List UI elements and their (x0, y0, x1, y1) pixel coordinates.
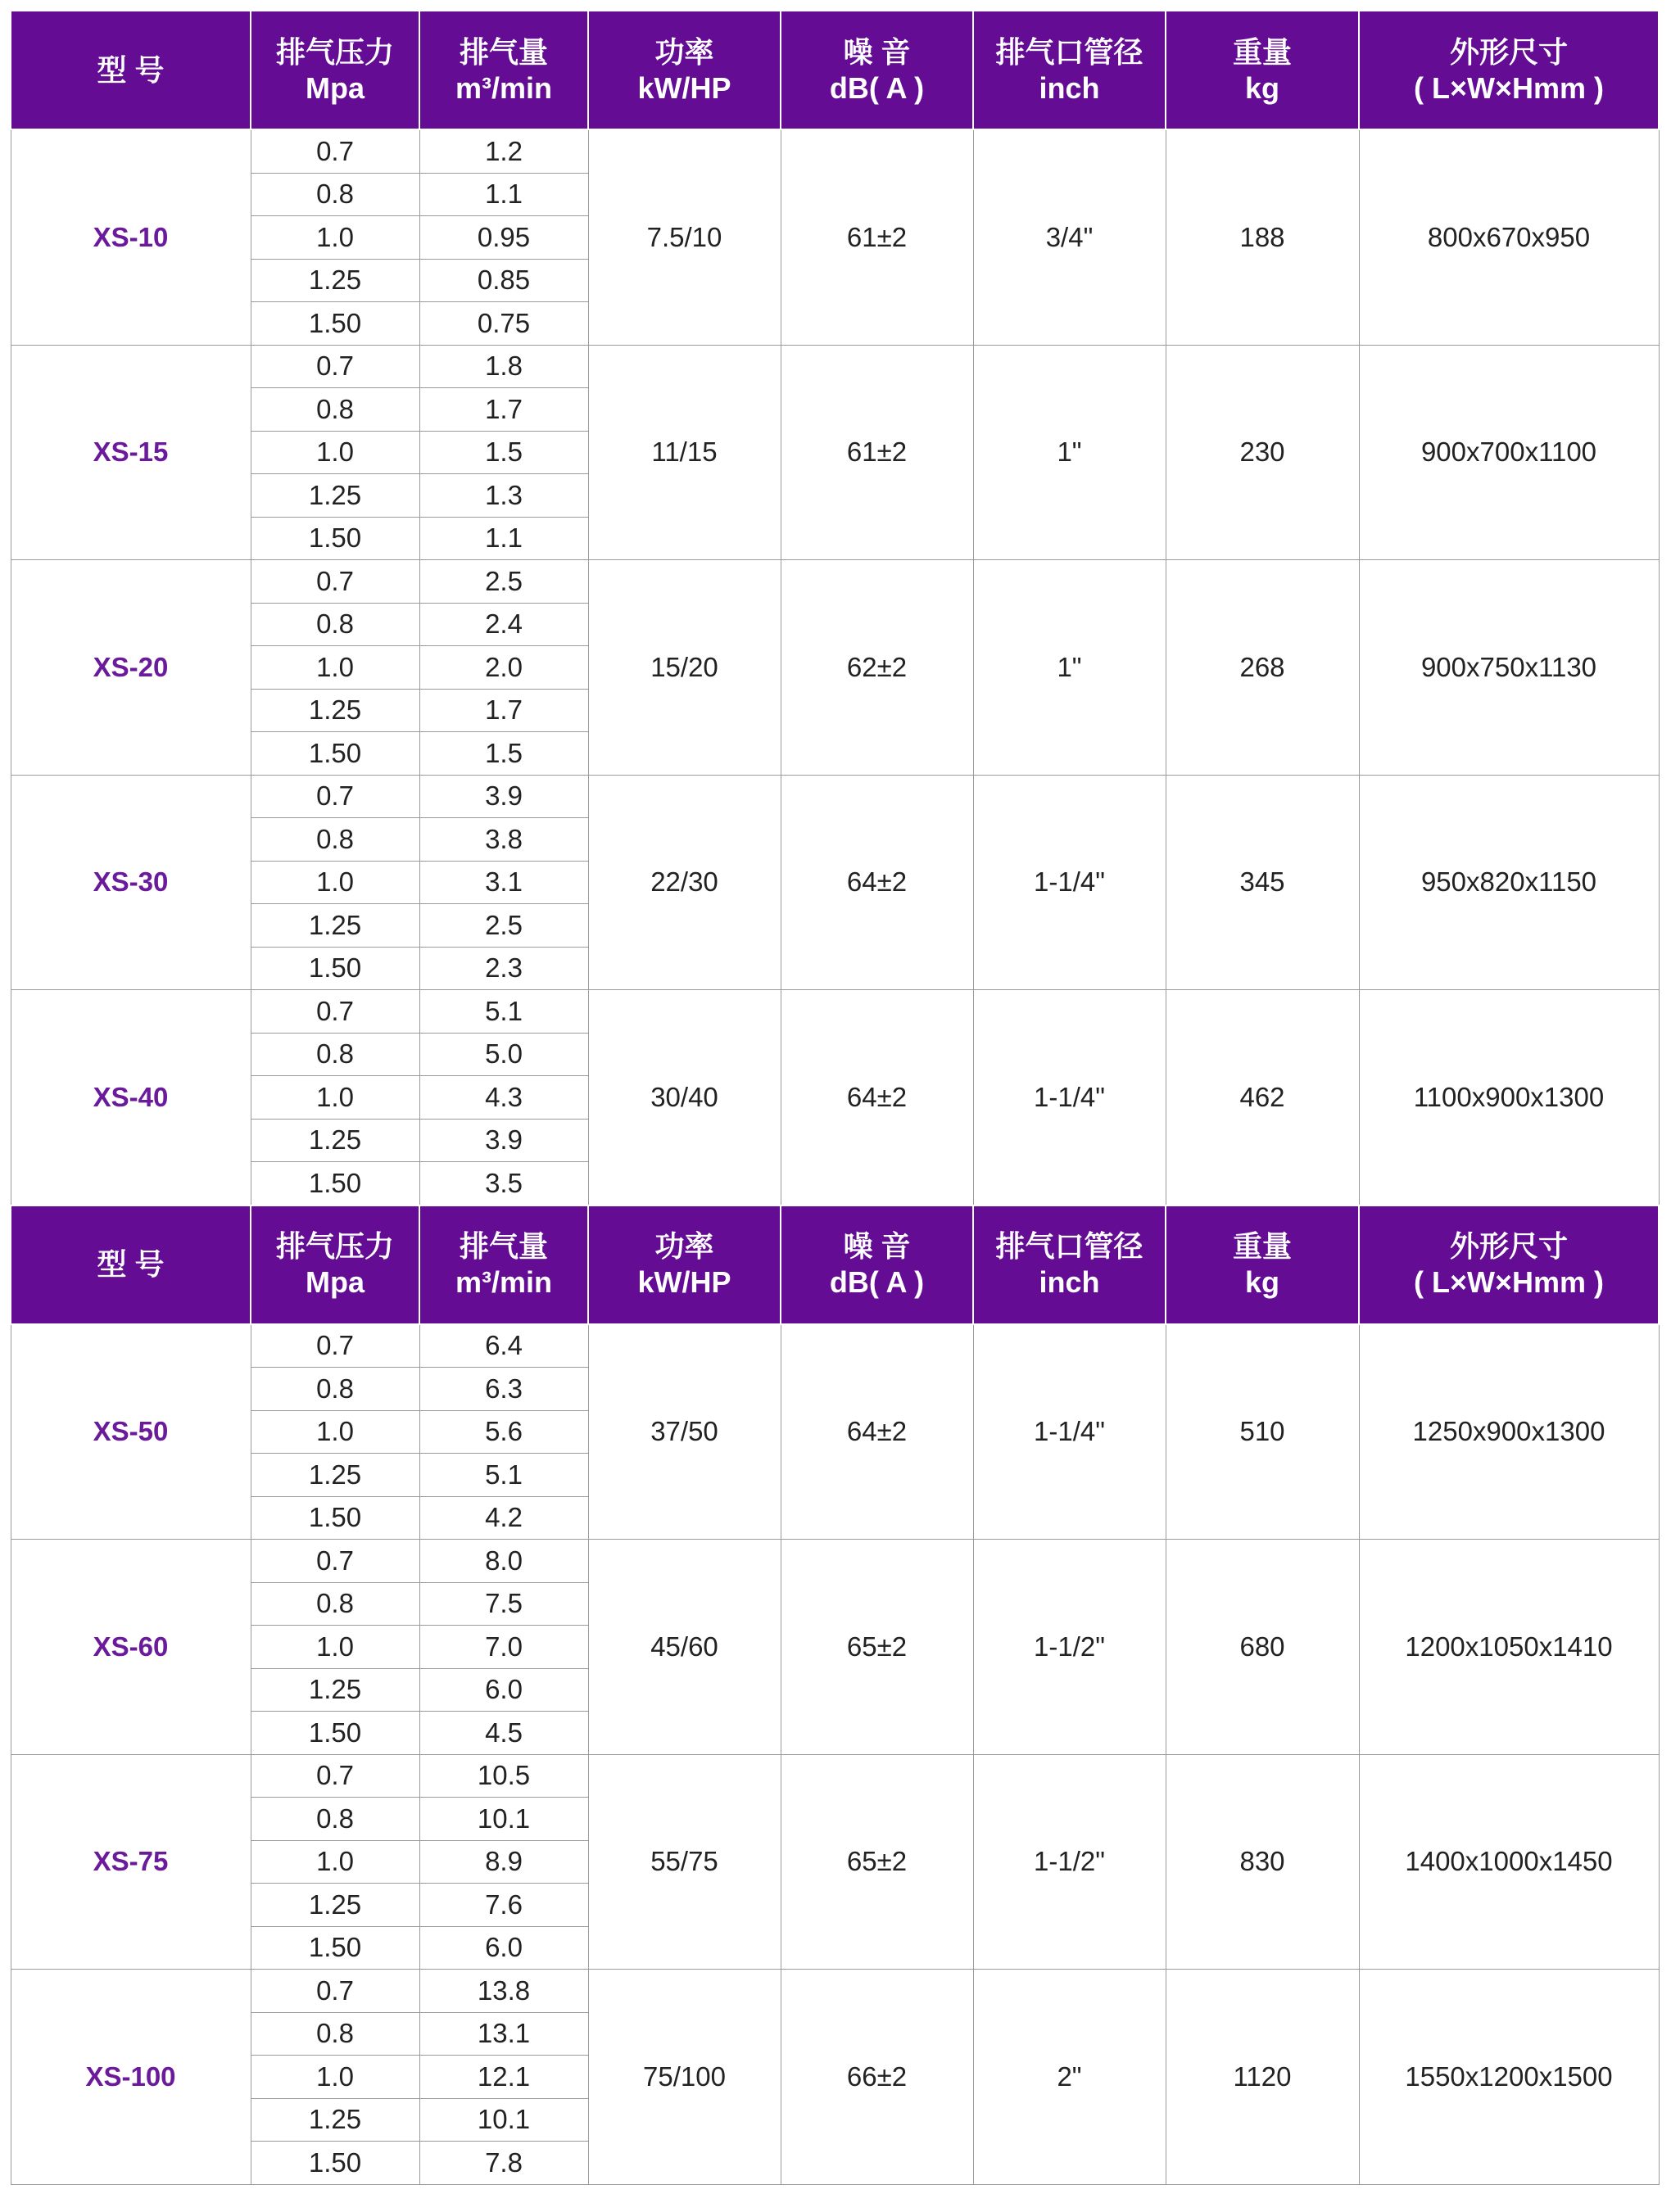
header-dims (1359, 11, 1659, 129)
outlet-cell: 1-1/4" (973, 990, 1166, 1206)
weight-cell: 1120 (1166, 1970, 1359, 2185)
power-cell: 45/60 (588, 1540, 781, 1755)
pressure-cell: 1.0 (251, 861, 419, 904)
header-flow (419, 1206, 588, 1324)
pressure-cell: 0.8 (251, 1798, 419, 1841)
model-name: XS-40 (11, 990, 251, 1206)
weight-cell: 188 (1166, 129, 1359, 345)
flow-cell: 2.3 (419, 947, 588, 990)
model-name: XS-60 (11, 1540, 251, 1755)
pressure-cell: 1.25 (251, 689, 419, 732)
flow-cell: 8.0 (419, 1540, 588, 1583)
table-row (11, 560, 1659, 604)
flow-cell: 13.1 (419, 2012, 588, 2056)
pressure-cell: 1.50 (251, 302, 419, 346)
dims-cell: 1100x900x1300 (1359, 990, 1659, 1206)
flow-cell: 1.5 (419, 431, 588, 474)
pressure-cell: 1.0 (251, 646, 419, 690)
flow-cell: 1.7 (419, 388, 588, 432)
header-power (588, 11, 781, 129)
outlet-cell: 1-1/2" (973, 1540, 1166, 1755)
header-line-2: kg (1244, 1265, 1279, 1299)
flow-cell: 7.0 (419, 1626, 588, 1669)
flow-cell: 2.0 (419, 646, 588, 690)
noise-cell: 61±2 (781, 129, 973, 345)
flow-cell: 1.1 (419, 173, 588, 216)
flow-cell: 4.5 (419, 1712, 588, 1755)
header-outlet (973, 11, 1166, 129)
header-line-2: m³/min (455, 70, 552, 105)
pressure-cell: 0.7 (251, 775, 419, 818)
pressure-cell: 0.8 (251, 1033, 419, 1076)
power-cell: 11/15 (588, 345, 781, 560)
header-line-2: Mpa (306, 70, 365, 105)
outlet-cell: 3/4" (973, 129, 1166, 345)
pressure-cell: 0.7 (251, 560, 419, 604)
weight-cell: 230 (1166, 345, 1359, 560)
model-name: XS-20 (11, 560, 251, 776)
flow-cell: 4.3 (419, 1076, 588, 1120)
power-cell: 15/20 (588, 560, 781, 776)
header-line-2: m³/min (455, 1265, 552, 1299)
pressure-cell: 1.25 (251, 1884, 419, 1927)
flow-cell: 6.4 (419, 1324, 588, 1368)
header-dims (1359, 1206, 1659, 1324)
header-line-1: 排气压力 (275, 34, 394, 69)
flow-cell: 4.2 (419, 1496, 588, 1540)
pressure-cell: 1.0 (251, 1076, 419, 1120)
flow-cell: 6.0 (419, 1668, 588, 1712)
pressure-cell: 1.0 (251, 2056, 419, 2099)
header-line-1: 外形尺寸 (1449, 34, 1568, 69)
header-row (11, 1206, 1659, 1324)
noise-cell: 66±2 (781, 1970, 973, 2185)
noise-cell: 64±2 (781, 775, 973, 990)
flow-cell: 10.5 (419, 1754, 588, 1798)
flow-cell: 7.6 (419, 1884, 588, 1927)
header-weight (1166, 1206, 1359, 1324)
table-row (11, 1324, 1659, 1368)
flow-cell: 6.0 (419, 1926, 588, 1970)
outlet-cell: 2" (973, 1970, 1166, 2185)
dims-cell: 1200x1050x1410 (1359, 1540, 1659, 1755)
pressure-cell: 1.50 (251, 947, 419, 990)
flow-cell: 13.8 (419, 1970, 588, 2013)
flow-cell: 7.8 (419, 2142, 588, 2185)
header-line-1: 噪 音 (843, 1229, 911, 1263)
dims-cell: 900x750x1130 (1359, 560, 1659, 776)
outlet-cell: 1-1/4" (973, 775, 1166, 990)
power-cell: 75/100 (588, 1970, 781, 2185)
header-pressure (251, 11, 419, 129)
header-line-2: inch (1039, 70, 1100, 105)
table-row (11, 990, 1659, 1034)
noise-cell: 65±2 (781, 1754, 973, 1970)
pressure-cell: 1.25 (251, 259, 419, 302)
noise-cell: 61±2 (781, 345, 973, 560)
model-name: XS-100 (11, 1970, 251, 2185)
model-name: XS-10 (11, 129, 251, 345)
pressure-cell: 1.50 (251, 517, 419, 560)
flow-cell: 3.5 (419, 1162, 588, 1206)
table-row (11, 1754, 1659, 1798)
pressure-cell: 1.25 (251, 1668, 419, 1712)
flow-cell: 1.1 (419, 517, 588, 560)
header-line-1: 排气量 (459, 1229, 548, 1263)
header-line-2: dB( A ) (829, 70, 925, 105)
model-name: XS-50 (11, 1324, 251, 1540)
header-line-2: ( L×W×Hmm ) (1413, 70, 1604, 105)
pressure-cell: 0.8 (251, 173, 419, 216)
weight-cell: 462 (1166, 990, 1359, 1206)
header-line-1: 重量 (1232, 1229, 1292, 1263)
flow-cell: 3.9 (419, 775, 588, 818)
header-line-1: 噪 音 (843, 34, 911, 69)
dims-cell: 950x820x1150 (1359, 775, 1659, 990)
dims-cell: 1250x900x1300 (1359, 1324, 1659, 1540)
flow-cell: 12.1 (419, 2056, 588, 2099)
weight-cell: 510 (1166, 1324, 1359, 1540)
flow-cell: 7.5 (419, 1582, 588, 1626)
pressure-cell: 1.25 (251, 1454, 419, 1497)
pressure-cell: 1.50 (251, 732, 419, 776)
header-noise (781, 1206, 973, 1324)
header-line-1: 重量 (1232, 34, 1292, 69)
weight-cell: 830 (1166, 1754, 1359, 1970)
flow-cell: 2.5 (419, 560, 588, 604)
pressure-cell: 0.8 (251, 818, 419, 862)
header-line-2: kW/HP (637, 1265, 731, 1299)
table-row (11, 345, 1659, 388)
header-noise (781, 11, 973, 129)
pressure-cell: 0.7 (251, 1324, 419, 1368)
model-name: XS-15 (11, 345, 251, 560)
pressure-cell: 0.7 (251, 1754, 419, 1798)
flow-cell: 5.6 (419, 1410, 588, 1454)
flow-cell: 1.8 (419, 345, 588, 388)
pressure-cell: 1.0 (251, 216, 419, 260)
pressure-cell: 1.25 (251, 2098, 419, 2142)
header-line-2: dB( A ) (829, 1265, 925, 1299)
pressure-cell: 0.7 (251, 345, 419, 388)
pressure-cell: 0.7 (251, 1540, 419, 1583)
model-name: XS-30 (11, 775, 251, 990)
flow-cell: 5.0 (419, 1033, 588, 1076)
header-line-1: 外形尺寸 (1449, 1229, 1568, 1263)
header-line-1: 排气口管径 (995, 34, 1143, 69)
flow-cell: 6.3 (419, 1368, 588, 1411)
outlet-cell: 1-1/2" (973, 1754, 1166, 1970)
power-cell: 55/75 (588, 1754, 781, 1970)
pressure-cell: 1.0 (251, 431, 419, 474)
pressure-cell: 0.8 (251, 2012, 419, 2056)
power-cell: 30/40 (588, 990, 781, 1206)
pressure-cell: 1.50 (251, 1496, 419, 1540)
pressure-cell: 1.50 (251, 1712, 419, 1755)
pressure-cell: 1.25 (251, 1119, 419, 1162)
header-line-1: 排气量 (459, 34, 548, 69)
flow-cell: 0.75 (419, 302, 588, 346)
flow-cell: 0.85 (419, 259, 588, 302)
header-line-2: kg (1244, 70, 1279, 105)
outlet-cell: 1-1/4" (973, 1324, 1166, 1540)
flow-cell: 5.1 (419, 990, 588, 1034)
pressure-cell: 0.8 (251, 603, 419, 646)
flow-cell: 10.1 (419, 2098, 588, 2142)
flow-cell: 3.8 (419, 818, 588, 862)
noise-cell: 64±2 (781, 990, 973, 1206)
dims-cell: 900x700x1100 (1359, 345, 1659, 560)
pressure-cell: 0.7 (251, 990, 419, 1034)
flow-cell: 10.1 (419, 1798, 588, 1841)
pressure-cell: 1.25 (251, 904, 419, 948)
weight-cell: 345 (1166, 775, 1359, 990)
header-line-2: Mpa (306, 1265, 365, 1299)
power-cell: 7.5/10 (588, 129, 781, 345)
pressure-cell: 1.0 (251, 1626, 419, 1669)
flow-cell: 8.9 (419, 1840, 588, 1884)
pressure-cell: 0.7 (251, 129, 419, 173)
table-row (11, 129, 1659, 173)
weight-cell: 268 (1166, 560, 1359, 776)
pressure-cell: 0.8 (251, 1582, 419, 1626)
pressure-cell: 0.8 (251, 388, 419, 432)
flow-cell: 1.7 (419, 689, 588, 732)
weight-cell: 680 (1166, 1540, 1359, 1755)
outlet-cell: 1" (973, 560, 1166, 776)
header-pressure (251, 1206, 419, 1324)
dims-cell: 800x670x950 (1359, 129, 1659, 345)
table-row (11, 1540, 1659, 1583)
power-cell: 37/50 (588, 1324, 781, 1540)
flow-cell: 2.5 (419, 904, 588, 948)
table-row (11, 775, 1659, 818)
pressure-cell: 1.50 (251, 1162, 419, 1206)
header-line-1: 功率 (654, 1229, 714, 1263)
header-line-2: inch (1039, 1265, 1100, 1299)
header-line-1: 功率 (654, 34, 714, 69)
dims-cell: 1550x1200x1500 (1359, 1970, 1659, 2185)
header-line-1: 排气压力 (275, 1229, 394, 1263)
flow-cell: 1.3 (419, 474, 588, 518)
spec-table (10, 10, 1660, 2185)
pressure-cell: 1.25 (251, 474, 419, 518)
pressure-cell: 0.8 (251, 1368, 419, 1411)
flow-cell: 3.1 (419, 861, 588, 904)
flow-cell: 5.1 (419, 1454, 588, 1497)
noise-cell: 62±2 (781, 560, 973, 776)
header-weight (1166, 11, 1359, 129)
outlet-cell: 1" (973, 345, 1166, 560)
pressure-cell: 1.0 (251, 1840, 419, 1884)
header-model: 型 号 (11, 1206, 251, 1324)
model-name: XS-75 (11, 1754, 251, 1970)
flow-cell: 3.9 (419, 1119, 588, 1162)
flow-cell: 2.4 (419, 603, 588, 646)
noise-cell: 64±2 (781, 1324, 973, 1540)
header-row (11, 11, 1659, 129)
pressure-cell: 0.7 (251, 1970, 419, 2013)
header-line-1: 排气口管径 (995, 1229, 1143, 1263)
header-flow (419, 11, 588, 129)
flow-cell: 1.2 (419, 129, 588, 173)
pressure-cell: 1.0 (251, 1410, 419, 1454)
header-outlet (973, 1206, 1166, 1324)
pressure-cell: 1.50 (251, 1926, 419, 1970)
dims-cell: 1400x1000x1450 (1359, 1754, 1659, 1970)
noise-cell: 65±2 (781, 1540, 973, 1755)
power-cell: 22/30 (588, 775, 781, 990)
header-line-2: ( L×W×Hmm ) (1413, 1265, 1604, 1299)
header-line-2: kW/HP (637, 70, 731, 105)
flow-cell: 0.95 (419, 216, 588, 260)
header-model: 型 号 (11, 11, 251, 129)
pressure-cell: 1.50 (251, 2142, 419, 2185)
flow-cell: 1.5 (419, 732, 588, 776)
header-power (588, 1206, 781, 1324)
table-row (11, 1970, 1659, 2013)
